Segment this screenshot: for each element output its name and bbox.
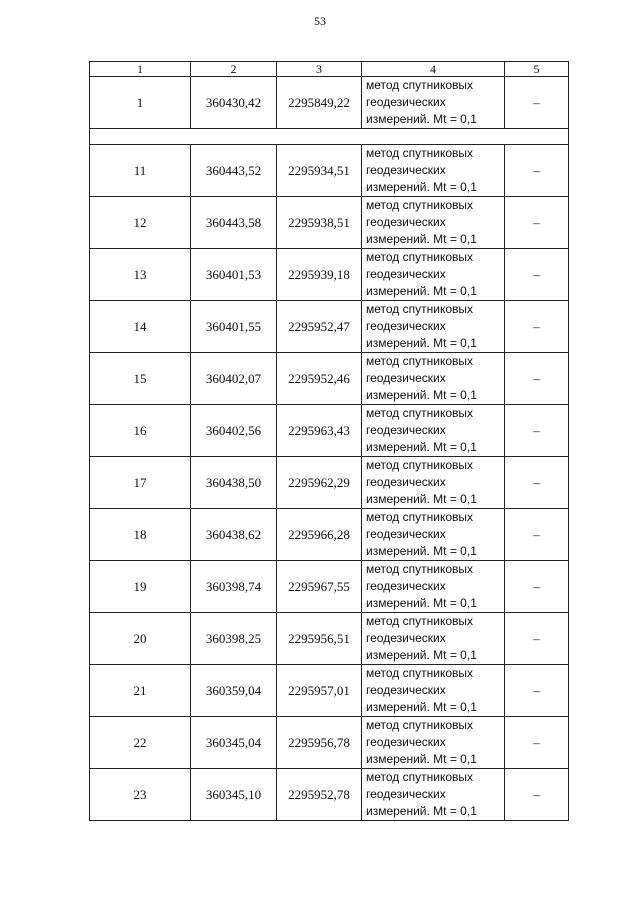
- dash-cell: –: [505, 457, 569, 509]
- column-header: 3: [277, 62, 362, 77]
- coordinate-y: 2295939,18: [277, 249, 362, 301]
- method-line: геодезических: [366, 631, 446, 645]
- point-number: 23: [90, 769, 191, 821]
- table-row: [90, 769, 569, 821]
- method-description: [362, 405, 505, 457]
- method-line: метод спутниковых: [366, 406, 474, 420]
- method-line: геодезических: [366, 423, 446, 437]
- method-description: [362, 509, 505, 561]
- method-description: [362, 561, 505, 613]
- method-line: геодезических: [366, 683, 446, 697]
- column-header: 1: [90, 62, 191, 77]
- gap-cell: [90, 129, 569, 145]
- coordinates-table: [89, 61, 569, 821]
- coordinate-x: 360359,04: [191, 665, 277, 717]
- coordinate-y: 2295952,47: [277, 301, 362, 353]
- coordinate-x: 360443,52: [191, 145, 277, 197]
- column-header: 2: [191, 62, 277, 77]
- point-number: 22: [90, 717, 191, 769]
- method-line: метод спутниковых: [366, 250, 474, 264]
- point-number: 12: [90, 197, 191, 249]
- coordinate-x: 360345,10: [191, 769, 277, 821]
- method-line: метод спутниковых: [366, 666, 474, 680]
- coordinate-x: 360345,04: [191, 717, 277, 769]
- method-description: [362, 769, 505, 821]
- method-description: [362, 717, 505, 769]
- table-row: [90, 509, 569, 561]
- method-line: измерений. Mt = 0,1: [366, 700, 477, 714]
- coordinate-x: 360402,07: [191, 353, 277, 405]
- coordinate-x: 360402,56: [191, 405, 277, 457]
- method-line: измерений. Mt = 0,1: [366, 492, 477, 506]
- method-line: измерений. Mt = 0,1: [366, 180, 477, 194]
- point-number: 20: [90, 613, 191, 665]
- point-number: 15: [90, 353, 191, 405]
- coordinate-x: 360438,62: [191, 509, 277, 561]
- coordinate-x: 360438,50: [191, 457, 277, 509]
- method-line: метод спутниковых: [366, 770, 474, 784]
- coordinate-y: 2295962,29: [277, 457, 362, 509]
- page-number: 53: [314, 14, 326, 28]
- method-line: измерений. Mt = 0,1: [366, 232, 477, 246]
- point-number: 17: [90, 457, 191, 509]
- coordinate-y: 2295956,51: [277, 613, 362, 665]
- point-number: 16: [90, 405, 191, 457]
- table-row: [90, 405, 569, 457]
- coordinate-y: 2295967,55: [277, 561, 362, 613]
- table-row: [90, 249, 569, 301]
- coordinate-x: 360401,55: [191, 301, 277, 353]
- method-line: геодезических: [366, 735, 446, 749]
- table-row: [90, 353, 569, 405]
- method-line: измерений. Mt = 0,1: [366, 804, 477, 818]
- method-description: [362, 145, 505, 197]
- point-number: 1: [90, 77, 191, 129]
- coordinate-x: 360443,58: [191, 197, 277, 249]
- method-description: [362, 353, 505, 405]
- method-line: измерений. Mt = 0,1: [366, 388, 477, 402]
- method-line: геодезических: [366, 787, 446, 801]
- point-number: 13: [90, 249, 191, 301]
- coordinate-y: 2295952,46: [277, 353, 362, 405]
- column-header: 5: [505, 62, 569, 77]
- dash-cell: –: [505, 717, 569, 769]
- table-row: [90, 613, 569, 665]
- method-description: [362, 301, 505, 353]
- method-line: геодезических: [366, 95, 446, 109]
- dash-cell: –: [505, 613, 569, 665]
- method-line: геодезических: [366, 475, 446, 489]
- dash-cell: –: [505, 405, 569, 457]
- table-row: [90, 665, 569, 717]
- dash-cell: –: [505, 665, 569, 717]
- dash-cell: –: [505, 197, 569, 249]
- coordinate-y: 2295956,78: [277, 717, 362, 769]
- method-line: геодезических: [366, 319, 446, 333]
- method-line: метод спутниковых: [366, 562, 474, 576]
- table-header-row: [90, 62, 569, 77]
- coordinate-x: 360401,53: [191, 249, 277, 301]
- table-row: [90, 145, 569, 197]
- method-line: геодезических: [366, 215, 446, 229]
- dash-cell: –: [505, 509, 569, 561]
- coordinate-y: 2295934,51: [277, 145, 362, 197]
- method-description: [362, 249, 505, 301]
- dash-cell: –: [505, 77, 569, 129]
- method-line: метод спутниковых: [366, 354, 474, 368]
- gap-row: [90, 129, 569, 145]
- method-line: измерений. Mt = 0,1: [366, 336, 477, 350]
- method-description: [362, 197, 505, 249]
- method-description: [362, 665, 505, 717]
- table-row: [90, 197, 569, 249]
- coordinate-x: 360398,74: [191, 561, 277, 613]
- method-line: геодезических: [366, 163, 446, 177]
- method-line: измерений. Mt = 0,1: [366, 752, 477, 766]
- table-row: [90, 457, 569, 509]
- dash-cell: –: [505, 249, 569, 301]
- method-line: метод спутниковых: [366, 458, 474, 472]
- method-line: метод спутниковых: [366, 718, 474, 732]
- method-description: [362, 77, 505, 129]
- method-description: [362, 457, 505, 509]
- method-description: [362, 613, 505, 665]
- point-number: 11: [90, 145, 191, 197]
- point-number: 14: [90, 301, 191, 353]
- point-number: 18: [90, 509, 191, 561]
- coordinate-y: 2295963,43: [277, 405, 362, 457]
- method-line: метод спутниковых: [366, 302, 474, 316]
- method-line: метод спутниковых: [366, 146, 474, 160]
- method-line: геодезических: [366, 371, 446, 385]
- method-line: метод спутниковых: [366, 78, 474, 92]
- method-line: измерений. Mt = 0,1: [366, 596, 477, 610]
- coordinate-x: 360398,25: [191, 613, 277, 665]
- method-line: геодезических: [366, 267, 446, 281]
- method-line: измерений. Mt = 0,1: [366, 440, 477, 454]
- point-number: 19: [90, 561, 191, 613]
- method-line: измерений. Mt = 0,1: [366, 284, 477, 298]
- method-line: метод спутниковых: [366, 614, 474, 628]
- dash-cell: –: [505, 301, 569, 353]
- dash-cell: –: [505, 561, 569, 613]
- point-number: 21: [90, 665, 191, 717]
- table-row: [90, 77, 569, 129]
- coordinate-y: 2295966,28: [277, 509, 362, 561]
- dash-cell: –: [505, 145, 569, 197]
- method-line: геодезических: [366, 527, 446, 541]
- method-line: метод спутниковых: [366, 510, 474, 524]
- coordinate-y: 2295849,22: [277, 77, 362, 129]
- dash-cell: –: [505, 353, 569, 405]
- coordinate-x: 360430,42: [191, 77, 277, 129]
- table-row: [90, 717, 569, 769]
- table-row: [90, 301, 569, 353]
- dash-cell: –: [505, 769, 569, 821]
- method-line: геодезических: [366, 579, 446, 593]
- method-line: метод спутниковых: [366, 198, 474, 212]
- column-header: 4: [362, 62, 505, 77]
- method-line: измерений. Mt = 0,1: [366, 112, 477, 126]
- method-line: измерений. Mt = 0,1: [366, 544, 477, 558]
- coordinate-y: 2295957,01: [277, 665, 362, 717]
- table-row: [90, 561, 569, 613]
- coordinate-y: 2295938,51: [277, 197, 362, 249]
- method-line: измерений. Mt = 0,1: [366, 648, 477, 662]
- coordinate-y: 2295952,78: [277, 769, 362, 821]
